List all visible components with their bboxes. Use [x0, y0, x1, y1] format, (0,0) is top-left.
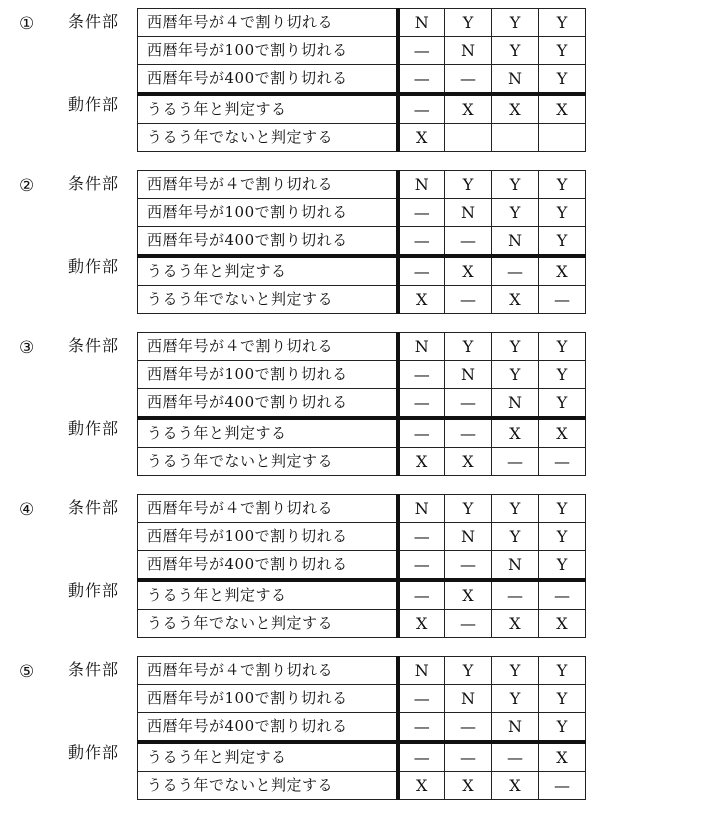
- table-cell: Y: [539, 523, 586, 551]
- table-row: [138, 389, 586, 419]
- option-number: ①: [19, 14, 35, 34]
- table-cell: Y: [445, 333, 492, 361]
- table-cell: Y: [539, 65, 586, 95]
- table-cell: Y: [539, 551, 586, 581]
- decision-table: [137, 8, 586, 152]
- table-row: [138, 37, 586, 65]
- decision-table: [137, 170, 586, 314]
- table-cell: [445, 124, 492, 152]
- table-cell: X: [492, 610, 539, 638]
- table-cell: X: [445, 256, 492, 286]
- table-cell: Y: [492, 657, 539, 685]
- table-cell: X: [539, 256, 586, 286]
- table-cell: Y: [492, 199, 539, 227]
- table-cell: Y: [539, 199, 586, 227]
- row-label: うるう年でないと判定する: [138, 286, 398, 314]
- table-cell: Y: [445, 171, 492, 199]
- table-cell: X: [445, 448, 492, 476]
- table-row: [138, 286, 586, 314]
- table-cell: N: [492, 389, 539, 419]
- table-cell: N: [445, 685, 492, 713]
- table-cell: Y: [539, 227, 586, 257]
- row-label: うるう年でないと判定する: [138, 124, 398, 152]
- table-row: [138, 256, 586, 286]
- table-cell: —: [398, 94, 445, 124]
- table-cell: X: [398, 448, 445, 476]
- row-label: うるう年と判定する: [138, 256, 398, 286]
- table-cell: —: [539, 286, 586, 314]
- row-label: 西暦年号が４で割り切れる: [138, 9, 398, 37]
- table-cell: Y: [539, 713, 586, 743]
- table-row: [138, 171, 586, 199]
- row-label: うるう年でないと判定する: [138, 610, 398, 638]
- row-label: 西暦年号が４で割り切れる: [138, 657, 398, 685]
- table-cell: Y: [492, 361, 539, 389]
- table-cell: N: [398, 9, 445, 37]
- condition-section-label: 条件部: [68, 498, 120, 517]
- table-cell: X: [492, 418, 539, 448]
- table-cell: —: [398, 523, 445, 551]
- option-number: ②: [19, 176, 35, 196]
- condition-section-label: 条件部: [68, 12, 120, 31]
- condition-section-label: 条件部: [68, 336, 120, 355]
- table-cell: —: [398, 713, 445, 743]
- table-row: [138, 580, 586, 610]
- table-cell: —: [398, 227, 445, 257]
- row-label: うるう年と判定する: [138, 418, 398, 448]
- table-cell: N: [398, 171, 445, 199]
- table-cell: N: [398, 333, 445, 361]
- table-cell: —: [539, 448, 586, 476]
- table-cell: N: [445, 37, 492, 65]
- table-cell: Y: [445, 657, 492, 685]
- row-label: うるう年と判定する: [138, 94, 398, 124]
- row-label: 西暦年号が４で割り切れる: [138, 495, 398, 523]
- condition-section-label: 条件部: [68, 174, 120, 193]
- decision-table: [137, 332, 586, 476]
- table-cell: X: [539, 94, 586, 124]
- table-cell: Y: [539, 9, 586, 37]
- table-row: [138, 448, 586, 476]
- table-cell: N: [492, 227, 539, 257]
- table-cell: X: [445, 94, 492, 124]
- table-row: [138, 333, 586, 361]
- table-row: [138, 685, 586, 713]
- table-cell: N: [492, 713, 539, 743]
- decision-table: [137, 656, 586, 800]
- table-cell: —: [445, 389, 492, 419]
- option-number: ③: [19, 338, 35, 358]
- row-label: 西暦年号が100で割り切れる: [138, 685, 398, 713]
- table-cell: N: [445, 523, 492, 551]
- row-label: 西暦年号が100で割り切れる: [138, 37, 398, 65]
- option-number: ⑤: [19, 662, 35, 682]
- table-cell: X: [445, 772, 492, 800]
- option-5: [0, 656, 701, 800]
- table-cell: X: [398, 286, 445, 314]
- table-cell: —: [445, 227, 492, 257]
- table-row: [138, 227, 586, 257]
- table-cell: —: [492, 580, 539, 610]
- option-number: ④: [19, 500, 35, 520]
- table-row: [138, 742, 586, 772]
- table-cell: —: [398, 256, 445, 286]
- table-cell: X: [492, 772, 539, 800]
- table-cell: —: [398, 389, 445, 419]
- table-cell: Y: [539, 37, 586, 65]
- table-cell: —: [398, 418, 445, 448]
- condition-section-label: 条件部: [68, 660, 120, 679]
- option-3: [0, 332, 701, 476]
- table-cell: Y: [492, 37, 539, 65]
- row-label: 西暦年号が400で割り切れる: [138, 65, 398, 95]
- row-label: うるう年と判定する: [138, 742, 398, 772]
- row-label: 西暦年号が４で割り切れる: [138, 171, 398, 199]
- table-cell: Y: [492, 523, 539, 551]
- table-cell: X: [398, 772, 445, 800]
- table-cell: —: [445, 418, 492, 448]
- table-row: [138, 713, 586, 743]
- table-cell: N: [492, 551, 539, 581]
- table-cell: N: [445, 199, 492, 227]
- table-cell: —: [398, 199, 445, 227]
- table-cell: —: [539, 772, 586, 800]
- table-row: [138, 199, 586, 227]
- table-cell: —: [398, 685, 445, 713]
- table-cell: Y: [539, 361, 586, 389]
- table-row: [138, 9, 586, 37]
- row-label: 西暦年号が400で割り切れる: [138, 227, 398, 257]
- table-cell: N: [445, 361, 492, 389]
- table-cell: —: [445, 65, 492, 95]
- table-cell: N: [398, 495, 445, 523]
- action-section-label: 動作部: [68, 257, 120, 276]
- table-cell: Y: [492, 495, 539, 523]
- row-label: 西暦年号が400で割り切れる: [138, 551, 398, 581]
- row-label: 西暦年号が100で割り切れる: [138, 199, 398, 227]
- table-row: [138, 610, 586, 638]
- table-row: [138, 418, 586, 448]
- table-cell: Y: [539, 495, 586, 523]
- row-label: 西暦年号が400で割り切れる: [138, 389, 398, 419]
- table-cell: —: [539, 580, 586, 610]
- table-cell: N: [492, 65, 539, 95]
- row-label: 西暦年号が100で割り切れる: [138, 523, 398, 551]
- table-cell: —: [492, 256, 539, 286]
- decision-table: [137, 494, 586, 638]
- row-label: うるう年と判定する: [138, 580, 398, 610]
- table-row: [138, 657, 586, 685]
- table-cell: X: [445, 580, 492, 610]
- table-row: [138, 361, 586, 389]
- table-row: [138, 523, 586, 551]
- option-2: [0, 170, 701, 314]
- row-label: うるう年でないと判定する: [138, 448, 398, 476]
- table-cell: Y: [539, 685, 586, 713]
- table-cell: —: [398, 580, 445, 610]
- action-section-label: 動作部: [68, 419, 120, 438]
- table-cell: —: [398, 742, 445, 772]
- row-label: うるう年でないと判定する: [138, 772, 398, 800]
- action-section-label: 動作部: [68, 743, 120, 762]
- table-cell: Y: [445, 9, 492, 37]
- option-1: [0, 8, 701, 152]
- table-cell: Y: [539, 389, 586, 419]
- table-row: [138, 94, 586, 124]
- table-cell: Y: [539, 171, 586, 199]
- table-cell: Y: [539, 333, 586, 361]
- table-cell: Y: [492, 685, 539, 713]
- action-section-label: 動作部: [68, 95, 120, 114]
- table-cell: Y: [492, 171, 539, 199]
- table-cell: X: [539, 610, 586, 638]
- row-label: 西暦年号が４で割り切れる: [138, 333, 398, 361]
- table-row: [138, 124, 586, 152]
- table-cell: Y: [539, 657, 586, 685]
- table-cell: X: [539, 742, 586, 772]
- table-cell: —: [445, 551, 492, 581]
- row-label: 西暦年号が100で割り切れる: [138, 361, 398, 389]
- table-cell: —: [445, 713, 492, 743]
- table-cell: —: [398, 65, 445, 95]
- row-label: 西暦年号が400で割り切れる: [138, 713, 398, 743]
- table-cell: X: [539, 418, 586, 448]
- table-cell: X: [492, 286, 539, 314]
- table-cell: Y: [492, 333, 539, 361]
- table-cell: —: [398, 37, 445, 65]
- table-cell: Y: [445, 495, 492, 523]
- table-cell: X: [398, 610, 445, 638]
- action-section-label: 動作部: [68, 581, 120, 600]
- table-cell: Y: [492, 9, 539, 37]
- table-cell: X: [398, 124, 445, 152]
- table-cell: N: [398, 657, 445, 685]
- table-row: [138, 495, 586, 523]
- table-cell: —: [445, 610, 492, 638]
- option-4: [0, 494, 701, 638]
- table-row: [138, 65, 586, 95]
- table-cell: —: [445, 286, 492, 314]
- table-cell: —: [492, 742, 539, 772]
- table-cell: [539, 124, 586, 152]
- table-cell: —: [445, 742, 492, 772]
- table-cell: —: [398, 361, 445, 389]
- table-row: [138, 772, 586, 800]
- table-cell: —: [492, 448, 539, 476]
- table-cell: X: [492, 94, 539, 124]
- table-row: [138, 551, 586, 581]
- table-cell: [492, 124, 539, 152]
- table-cell: —: [398, 551, 445, 581]
